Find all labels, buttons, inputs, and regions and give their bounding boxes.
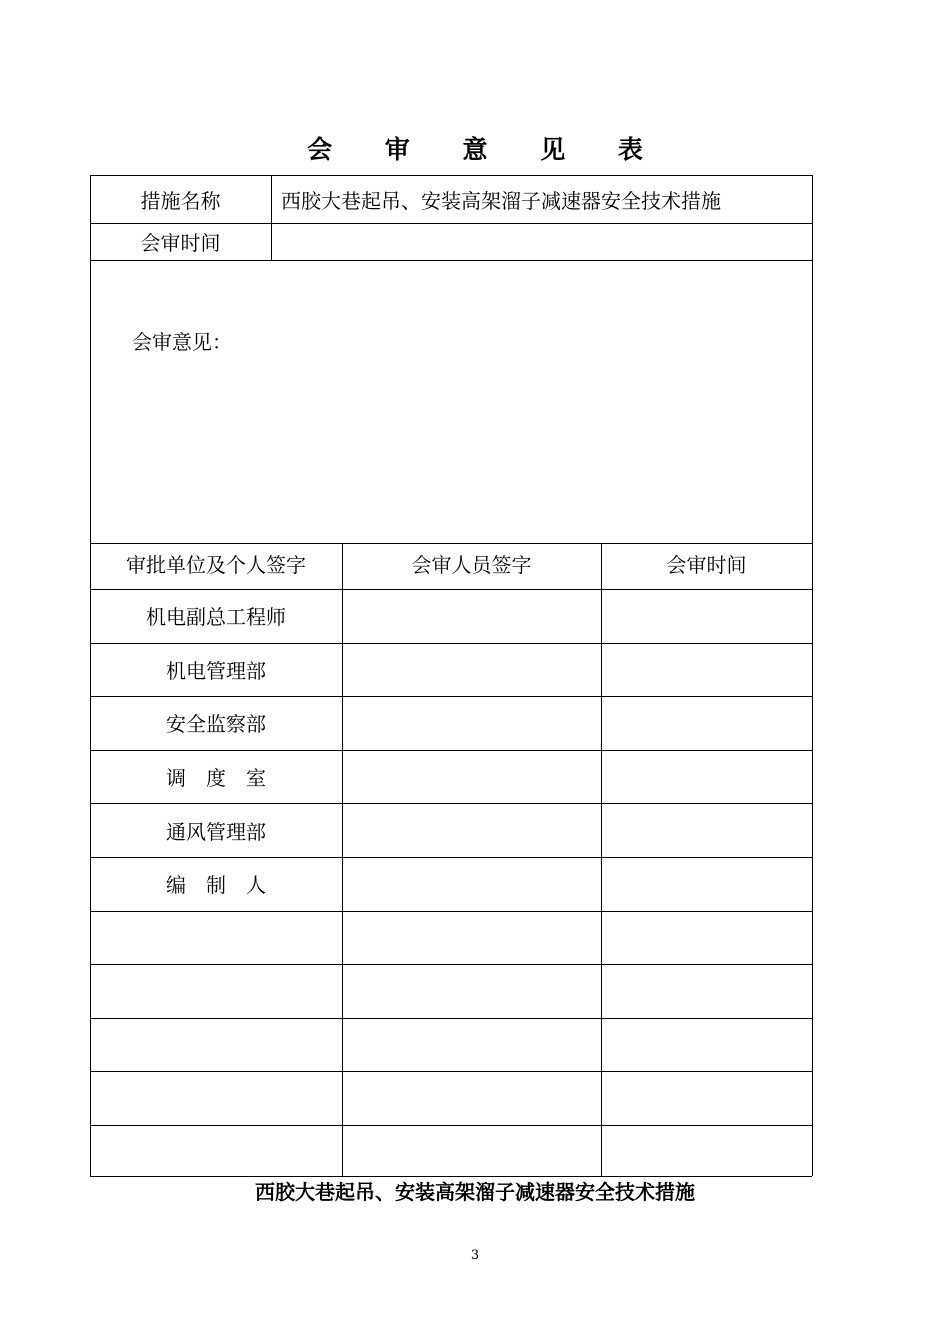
table-rule: [271, 175, 272, 260]
review-time-label: 会审时间: [140, 231, 221, 255]
review-time-cell: [601, 1125, 812, 1176]
review-time-cell: [601, 803, 812, 857]
review-time-cell: [601, 696, 812, 750]
review-time-cell: [601, 911, 812, 965]
approval-unit-cell: [90, 911, 342, 965]
column-header: 会审时间: [666, 552, 747, 577]
reviewer-signature-cell: [342, 964, 601, 1018]
approval-unit-cell: [90, 964, 342, 1018]
review-time-cell: [601, 1071, 812, 1125]
column-header: 审批单位及个人签字: [126, 552, 306, 577]
reviewer-signature-cell: [342, 803, 601, 857]
table-rule: [90, 260, 812, 261]
approval-unit-cell: 机电副总工程师: [146, 605, 286, 630]
table-right-border: [812, 175, 813, 1176]
measure-name-value: 西胶大巷起吊、安装高架溜子减速器安全技术措施: [281, 188, 721, 213]
review-time-cell: [601, 750, 812, 804]
reviewer-signature-cell: [342, 1125, 601, 1176]
reviewer-signature-cell: [342, 589, 601, 643]
column-header: 会审人员签字: [411, 552, 532, 577]
approval-unit-cell: 安全监察部: [166, 712, 266, 737]
reviewer-signature-cell: [342, 1018, 601, 1072]
approval-unit-cell: 调 度 室: [166, 766, 266, 791]
approval-unit-cell: [90, 1071, 342, 1125]
review-time-value: [281, 223, 812, 260]
page-number: 3: [470, 1248, 480, 1263]
measure-name-label: 措施名称: [140, 188, 221, 213]
reviewer-signature-cell: [342, 696, 601, 750]
approval-unit-cell: [90, 1125, 342, 1176]
review-time-cell: [601, 643, 812, 697]
review-opinion-label: 会审意见：: [132, 329, 232, 354]
approval-unit-cell: [90, 1018, 342, 1072]
reviewer-signature-cell: [342, 911, 601, 965]
approval-unit-cell: 机电管理部: [166, 658, 266, 683]
review-time-cell: [601, 1018, 812, 1072]
reviewer-signature-cell: [342, 1071, 601, 1125]
review-time-cell: [601, 964, 812, 1018]
footer-title: 西胶大巷起吊、安装高架溜子减速器安全技术措施: [255, 1180, 695, 1204]
reviewer-signature-cell: [342, 643, 601, 697]
page-title: 会 审 意 见 表: [307, 135, 665, 164]
review-time-cell: [601, 857, 812, 911]
approval-unit-cell: 通风管理部: [166, 819, 266, 844]
reviewer-signature-cell: [342, 750, 601, 804]
reviewer-signature-cell: [342, 857, 601, 911]
approval-unit-cell: 编 制 人: [166, 873, 266, 898]
review-time-cell: [601, 589, 812, 643]
